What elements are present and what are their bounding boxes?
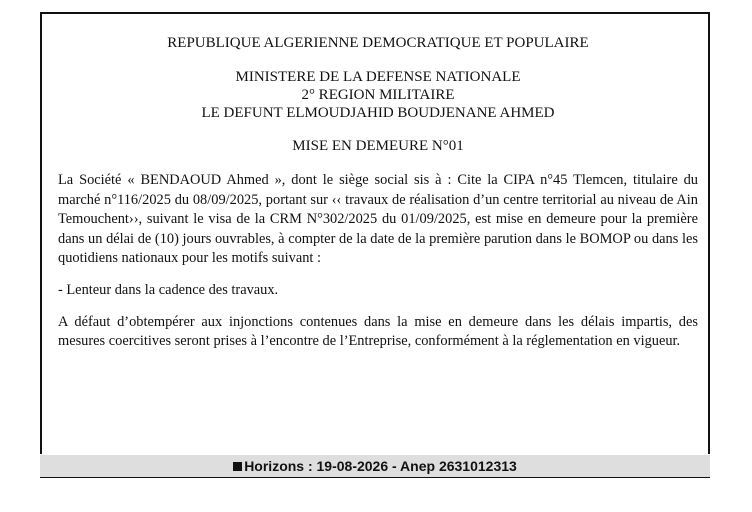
entity-heading: LE DEFUNT ELMOUDJAHID BOUDJENANE AHMED [201,105,555,121]
notice-paragraph-reason: - Lenteur dans la cadence des travaux. [58,281,279,298]
notice-title: MISE EN DEMEURE N°01 [292,138,464,154]
notice-paragraph-warning: A défaut d’obtempérer aux injonctions contenues dans la mise en demeure dans les délais impartis, des mesures coercitives seront prises à l’encontre de l’Entreprise, conformément à la réglementation en vigueur. [58,313,698,350]
publication-footer [40,455,710,477]
region-heading: 2° REGION MILITAIRE [301,87,455,103]
ministry-heading: MINISTERE DE LA DEFENSE NATIONALE [235,69,521,85]
document-content [58,28,698,352]
square-icon [233,462,242,471]
footer-divider [40,477,710,478]
footer-text: Horizons : 19-08-2026 - Anep 2631012313 [244,458,517,474]
republic-heading: REPUBLIQUE ALGERIENNE DEMOCRATIQUE ET POPULAIRE [167,35,589,51]
notice-paragraph-main: La Société « BENDAOUD Ahmed », dont le siège social sis à : Cite la CIPA n°45 Tlemcen, titulaire du marché n°116/2025 du 08/09/2025, portant sur ‹‹ travaux de réalisation d’un centre territorial au niveau de Ain Temouchent››, suivant le visa de la CRM N°302/2025 du 01/09/2025, est mise en demeure pour la première dans un délai de (10) jours ouvrables, à compter de la date de la première parution dans le BOMOP ou dans les quotidiens nationaux pour les motifs suivant : [58,172,698,267]
